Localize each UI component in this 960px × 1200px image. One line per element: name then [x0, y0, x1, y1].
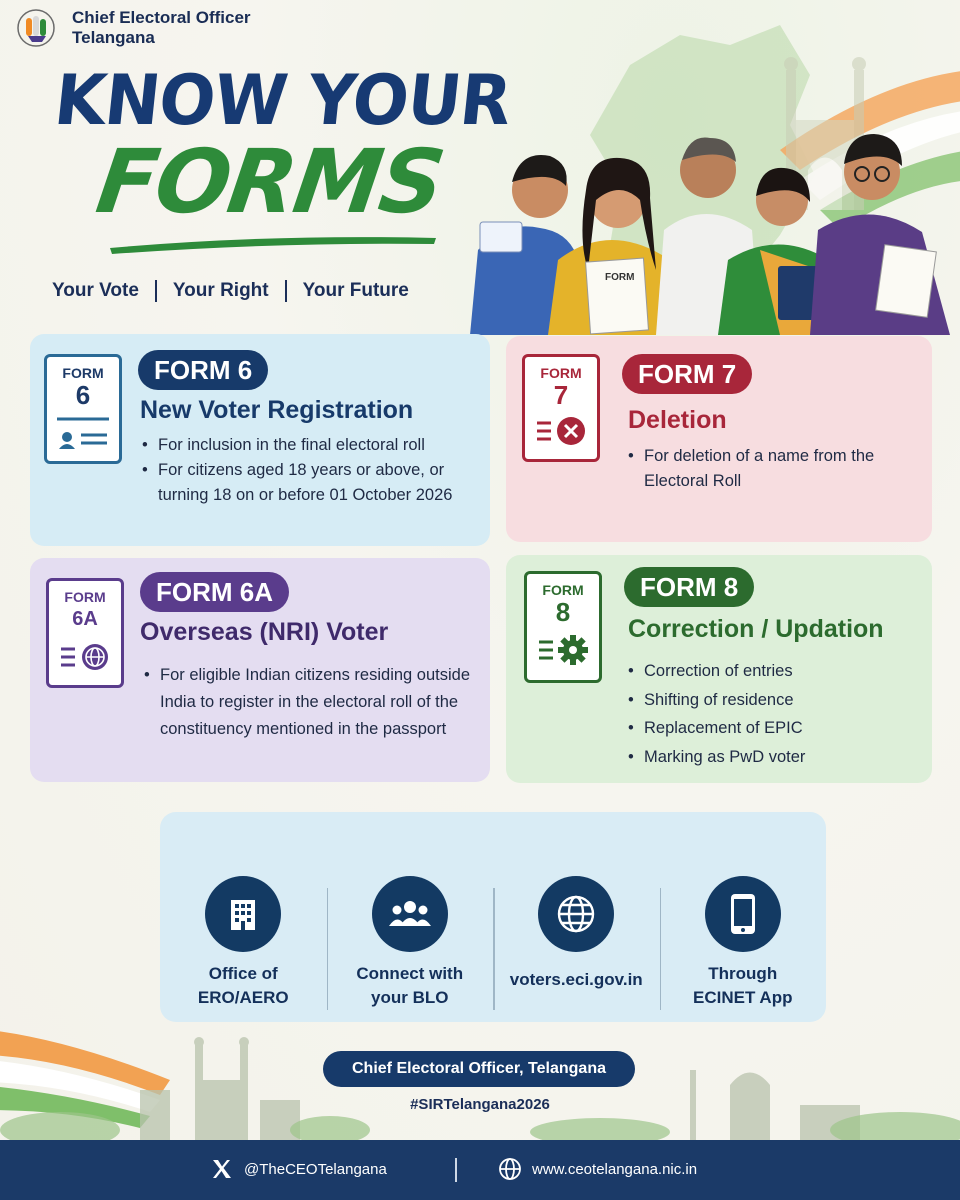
form-6-badge: FORM 6 — [138, 350, 268, 390]
form-6-icon-number: 6 — [75, 380, 91, 410]
website-text: www.ceotelangana.nic.in — [532, 1160, 698, 1178]
form-7-heading: Deletion — [628, 406, 727, 434]
form-6a-card — [30, 558, 490, 782]
globe-icon — [498, 1157, 522, 1181]
tagline-right: Your Right — [172, 280, 269, 301]
channel-label — [501, 968, 651, 992]
form-8-bullet: • Replacement of EPIC — [628, 714, 918, 743]
channel-label-line: voters.eci.gov.in — [509, 970, 643, 989]
title-forms: FORMS — [90, 130, 449, 233]
social-links-bar — [0, 1140, 960, 1200]
form-6a-badge: FORM 6A — [140, 572, 289, 612]
channel-label-line: your BLO — [371, 988, 449, 1007]
delete-cross-icon — [531, 413, 591, 449]
channel-ero-office — [160, 812, 327, 1022]
bottom-bar-divider — [455, 1158, 457, 1182]
form-8-card — [506, 555, 932, 783]
tagline-divider — [285, 280, 287, 302]
globe-icon — [538, 876, 614, 952]
form-6a-icon-number: 6A — [72, 608, 98, 630]
channel-label-line: Through — [708, 964, 778, 983]
form-8-icon-label: FORM — [542, 582, 584, 598]
form-8-bullet: • Shifting of residence — [628, 686, 918, 715]
form-6a-bullets — [144, 662, 474, 743]
channel-label — [168, 962, 318, 1010]
hero-form-sheet-label: FORM — [605, 272, 635, 283]
globe-passport-icon — [55, 639, 115, 675]
footer-organization-badge: Chief Electoral Officer, Telangana — [323, 1051, 635, 1087]
org-line-2: Telangana — [72, 28, 155, 47]
tagline — [52, 280, 409, 302]
hyderabad-skyline — [0, 1030, 960, 1145]
form-7-bullet: • For deletion of a name from the Electoral Roll — [628, 444, 908, 494]
form-6a-bullet: • For eligible Indian citizens residing outside India to register in the electoral roll of the constituency mentioned in the passport — [144, 662, 474, 743]
tagline-divider — [155, 280, 157, 302]
tagline-vote: Your Vote — [52, 280, 139, 301]
form-6a-heading: Overseas (NRI) Voter — [140, 618, 389, 646]
organization-name — [72, 8, 272, 48]
form-7-document-icon — [522, 354, 600, 462]
form-6-document-icon — [44, 354, 122, 464]
form-8-bullets — [628, 657, 918, 771]
form-7-card — [506, 336, 932, 542]
channel-label-line: ERO/AERO — [197, 988, 289, 1007]
campaign-hashtag: #SIRTelangana2026 — [410, 1096, 550, 1113]
form-6-heading: New Voter Registration — [140, 396, 414, 424]
form-8-icon-number: 8 — [555, 597, 571, 627]
x-handle-link[interactable] — [210, 1157, 387, 1181]
org-line-1: Chief Electoral Officer — [72, 8, 251, 27]
form-8-bullet: • Correction of entries — [628, 657, 918, 686]
form-8-bullet: • Marking as PwD voter — [628, 743, 918, 772]
form-7-badge: FORM 7 — [622, 354, 752, 394]
office-building-icon — [205, 876, 281, 952]
form-6a-document-icon — [46, 578, 124, 688]
people-group-icon — [372, 876, 448, 952]
channel-label — [335, 962, 485, 1010]
x-logo-icon — [210, 1157, 234, 1181]
form-6-icon-label: FORM — [62, 365, 104, 381]
form-8-heading: Correction / Updation — [628, 615, 884, 643]
form-7-icon-label: FORM — [540, 365, 582, 381]
channel-label — [668, 962, 818, 1010]
form-6-bullet: • For inclusion in the final electoral roll — [142, 433, 482, 458]
channel-label-line: ECINET App — [693, 988, 793, 1007]
citizens-holding-forms-illustration — [460, 120, 960, 335]
form-6-card — [30, 334, 490, 546]
form-8-badge: FORM 8 — [624, 567, 754, 607]
form-6a-icon-label: FORM — [64, 589, 106, 605]
form-7-bullets — [628, 444, 908, 494]
title-know-your: KNOW YOUR — [50, 60, 515, 141]
channel-blo — [327, 812, 494, 1022]
channel-label-line: Office of — [208, 964, 278, 983]
form-6-bullets — [142, 433, 482, 508]
settings-gear-icon — [533, 632, 593, 668]
title-brush-underline — [108, 232, 438, 254]
channel-label-line: Connect with — [356, 964, 464, 983]
eci-ink-finger-logo-icon — [10, 8, 62, 48]
header — [10, 8, 272, 48]
id-card-lines-icon — [53, 415, 113, 451]
tagline-future: Your Future — [302, 280, 409, 301]
smartphone-icon — [705, 876, 781, 952]
form-6-bullet: • For citizens aged 18 years or above, or turning 18 on or before 01 October 2026 — [142, 458, 482, 508]
application-channels-panel — [160, 812, 826, 1022]
x-handle-text: @TheCEOTelangana — [244, 1160, 387, 1178]
form-7-icon-number: 7 — [553, 380, 569, 410]
channel-ecinet-app — [660, 812, 827, 1022]
form-8-document-icon — [524, 571, 602, 683]
website-link[interactable] — [498, 1157, 697, 1181]
channel-voters-portal — [493, 812, 660, 1022]
